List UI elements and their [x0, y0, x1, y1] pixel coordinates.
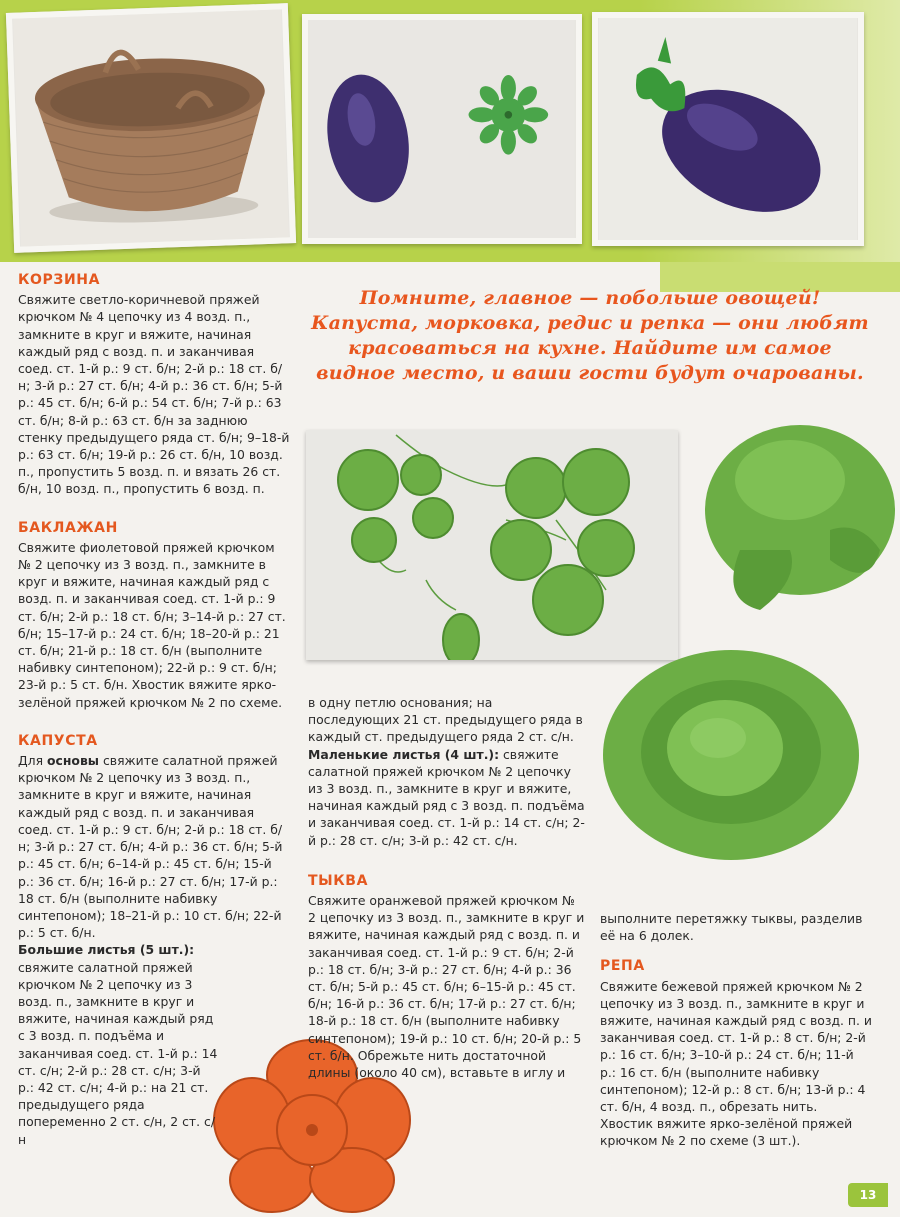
cabbage-open-illustration — [600, 640, 862, 870]
column-right — [600, 910, 872, 1150]
text-tykva: Свяжите оранжевой пряжей крючком № 2 цепочку из 3 возд. п., замкните в круг и вяжите, начиная каждый ряд с возд. п. и заканчивая соед. ст. 1-й р.: 9 ст. б/н; 2-й р.: 18 ст. б/н; 3-й р.: 27 ст. б/н; 4-й р.: 36 ст. б/н; 5-й р.: 45 ст. б/н; 6–15-й р.: 45 ст. б/н; 16-й р.: 36 ст. б/н; 17-й р.: 27 ст. б/н; 18-й р.: 18 ст. б/н (выполните набивку синтепоном); 19-й р.: 10 ст. б/н; 20-й р.: 5 ст. б/н. Обрежьте нить достаточной длины (около 40 см), вставьте в иглу и — [308, 893, 585, 1081]
column-middle — [308, 694, 586, 1081]
cabbage-top-illustration — [680, 400, 900, 650]
photo-cabbage-open — [600, 640, 862, 870]
text-baklazhan: Свяжите фиолетовой пряжей крючком № 2 цепочку из 3 возд. п., замкните в круг и вяжите, начиная каждый ряд с возд. п. и заканчивая соед. ст. 1-й р.: 9 ст. б/н; 2-й р.: 18 ст. б/н; 3–14-й р.: 27 ст. б/н; 15–17-й р.: 24 ст. б/н; 18–20-й р.: 21 ст. б/н; 21-й р.: 18 ст. б/н (выполните набивку синтепоном); 22-й р.: 9 ст. б/н; 23-й р.: 5 ст. б/н. Хвостик вяжите ярко-зелёной пряжей крючком № 2 по схеме. — [18, 539, 286, 710]
photo-cabbage-top — [680, 400, 900, 650]
column-left — [18, 272, 290, 1148]
text-tykva-continuation: выполните перетяжку тыквы, разделив её на 6 долек. — [600, 911, 863, 944]
basket-illustration — [12, 9, 290, 246]
photo-cabbage-leaves — [306, 430, 678, 660]
text-big-leaves — [18, 941, 218, 1147]
heading-kapusta: КАПУСТА — [18, 732, 98, 749]
text-kapusta-continuation: в одну петлю основания; на последующих 21 ст. предыдущего ряда в каждый ст. предыдущего ряда 2 ст. с/н. — [308, 695, 583, 745]
photo-eggplant — [592, 12, 864, 246]
eggplant-illustration — [598, 18, 858, 240]
heading-repa: РЕПА — [600, 958, 645, 975]
heading-korzina: КОРЗИНА — [18, 272, 101, 288]
small-leaves-text: свяжите салатной пряжей крючком № 2 цепочку из 3 возд. п., замкните в круг и вяжите, начиная каждый ряд с 3 возд. п. подъёма и заканчивая соед. ст. 1-й р.: 14 ст. с/н; 2-й р.: 28 ст. с/н; 3-й р.: 42 ст. с/н. — [308, 746, 585, 848]
text-korzina: Свяжите светло-коричневой пряжей крючком № 4 цепочку из 4 возд. п., замкните в круг и вяжите, начиная каждый ряд с возд. п. и заканчивая соед. ст. 1-й р.: 9 ст. б/н; 2-й р.: 18 ст. б/н; 3-й р.: 27 ст. б/н; 4-й р.: 36 ст. б/н; 5-й р.: 45 ст. б/н; 6-й р.: 54 ст. б/н; 7-й р.: 63 ст. б/н; 8-й р.: 63 ст. б/н за заднюю стенку предыдущего ряда ст. б/н; 9–18-й р.: 63 ст. б/н; 19-й р.: 26 ст. б/н, 10 возд. п., пропустить 5 возд. п. и вязать 26 ст. б/н, 10 возд. п., пропустить 6 возд. п. — [18, 292, 290, 497]
kapusta-lead: Для — [18, 753, 44, 769]
text-kapusta — [18, 752, 290, 941]
text-small-leaves — [308, 746, 586, 849]
photo-basket — [6, 3, 296, 253]
heading-baklazhan: БАКЛАЖАН — [18, 519, 118, 536]
kapusta-lead-bold: основы — [47, 753, 99, 769]
big-leaves-text: свяжите салатной пряжей крючком № 2 цепочку из 3 возд. п., замкните в круг и вяжите, начиная каждый ряд с 3 возд. п. подъёма и заканчивая соед. ст. 1-й р.: 14 ст. с/н; 2-й р.: 28 ст. с/н; 3-й р.: 42 ст. с/н; 4-й р.: на 21 ст. предыдущего ряда попеременно 2 ст. с/н, 2 ст. с/н — [18, 959, 218, 1147]
small-leaves-title: Маленькие листья (4 шт.): — [308, 746, 500, 762]
highlight-quote: Помните, главное — побольше овощей! Капуста, морковка, редис и репка — они любят красоваться на кухне. Найдите им самое видное место, и ваши гости будут очарованы. — [311, 287, 869, 384]
heading-tykva: ТЫКВА — [308, 872, 369, 889]
photo-eggplant-parts — [302, 14, 582, 244]
big-leaves-title: Большие листья (5 шт.): — [18, 942, 195, 958]
kapusta-base-text: свяжите салатной пряжей крючком № 2 цепочку из 3 возд. п., замкните в круг и вяжите, начиная каждый ряд с возд. п. и заканчивая соед. ст. 1-й р.: 9 ст. б/н; 2-й р.: 18 ст. б/н; 3-й р.: 27 ст. б/н; 4-й р.: 36 ст. б/н; 5-й р.: 45 ст. б/н; 6–14-й р.: 45 ст. б/н; 15-й р.: 36 ст. б/н; 16-й р.: 27 ст. б/н; 17-й р.: 18 ст. б/н (выполните набивку синтепоном); 18–21-й р.: 10 ст. б/н; 22-й р.: 5 ст. б/н. — [18, 753, 283, 941]
leaves-illustration — [306, 430, 678, 660]
page-number: 13 — [848, 1183, 888, 1207]
eggplant-parts-illustration — [308, 20, 576, 238]
text-repa: Свяжите бежевой пряжей крючком № 2 цепочку из 3 возд. п., замкните в круг и вяжите, начиная каждый ряд с возд. п. и заканчивая соед. ст. 1-й р.: 8 ст. б/н; 2-й р.: 16 ст. б/н; 3–10-й р.: 24 ст. б/н; 11-й р.: 16 ст. б/н (выполните набивку синтепоном); 12-й р.: 8 ст. б/н; 13-й р.: 4 ст. б/н, 4 возд. п., обрезать нить. Хвостик вяжите ярко-зелёной пряжей крючком № 2 по схеме (3 шт.). — [600, 978, 872, 1149]
